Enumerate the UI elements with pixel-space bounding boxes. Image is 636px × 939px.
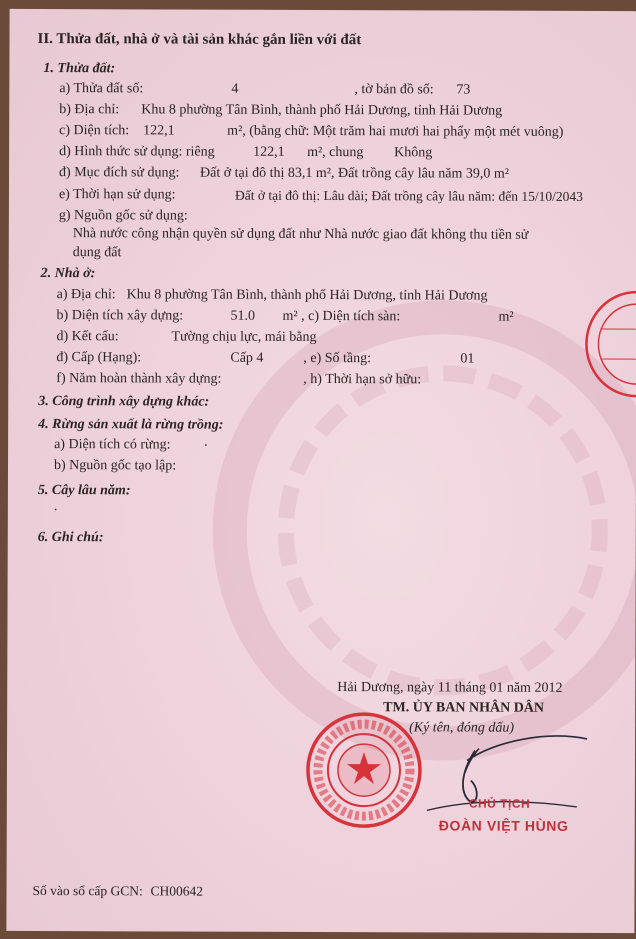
area-words: m², (bằng chữ: Một trăm hai mươi hai phẩy một mét vuông) bbox=[227, 123, 564, 140]
map-sheet: 73 bbox=[456, 82, 471, 98]
signer-name: ĐOÀN VIỆT HÙNG bbox=[438, 817, 569, 834]
built-area-label: b) Diện tích xây dựng: bbox=[56, 308, 184, 324]
signature-org: TM. ỦY BAN NHÂN DÂN bbox=[383, 700, 545, 716]
watermark-ring bbox=[277, 365, 608, 696]
purpose: Đất ở tại đô thị 83,1 m², Đất trồng cây lâu năm 39,0 m² bbox=[200, 165, 510, 182]
land-heading: 1. Thửa đất: bbox=[43, 61, 116, 77]
floor-area-unit: m² bbox=[498, 309, 514, 325]
registration-stamp bbox=[581, 289, 636, 399]
term: Đất ở tại đô thị: Lâu dài; Đất trồng cây lâu năm: đến 15/10/2043 bbox=[234, 187, 583, 204]
place-date: Hải Dương, ngày 11 tháng 01 năm 2012 bbox=[337, 680, 563, 696]
forest-heading: 4. Rừng sản xuất là rừng trồng: bbox=[38, 417, 224, 433]
grade: Cấp 4 bbox=[230, 350, 264, 366]
handwritten-signature bbox=[407, 720, 607, 834]
plot-no: 4 bbox=[231, 81, 239, 97]
certificate-page bbox=[6, 9, 636, 933]
term-label: e) Thời hạn sử dụng: bbox=[58, 187, 176, 203]
house-address-label: a) Địa chỉ: bbox=[56, 287, 116, 303]
official-seal bbox=[304, 710, 424, 830]
house-address: Khu 8 phường Tân Bình, thành phố Hải Dương, tỉnh Hải Dương bbox=[126, 287, 488, 304]
floors-label: , e) Số tầng: bbox=[303, 350, 372, 367]
perennial-value: . bbox=[53, 499, 58, 515]
origin-line1: Nhà nước công nhận quyền sử dụng đất như Nhà nước giao đất không thu tiền sử bbox=[72, 226, 529, 243]
map-sheet-label: , tờ bản đồ số: bbox=[354, 82, 434, 98]
other-works-heading: 3. Công trình xây dựng khác: bbox=[38, 394, 210, 410]
usage-shared-label: m², chung bbox=[307, 144, 364, 161]
usage-shared: Không bbox=[394, 145, 433, 161]
signature-instruction: (Ký tên, đóng dấu) bbox=[409, 720, 515, 736]
register-label: Số vào sổ cấp GCN: bbox=[32, 882, 143, 899]
origin-label: g) Nguồn gốc sử dụng: bbox=[58, 208, 188, 224]
address: Khu 8 phường Tân Bình, thành phố Hải Dương, tỉnh Hải Dương bbox=[141, 102, 503, 119]
ownership-term-label: , h) Thời hạn sở hữu: bbox=[303, 371, 422, 388]
perennial-heading: 5. Cây lâu năm: bbox=[37, 483, 131, 499]
structure: Tường chịu lực, mái bằng bbox=[171, 329, 317, 345]
purpose-label: đ) Mục đích sử dụng: bbox=[59, 165, 180, 181]
section-title: II. Thửa đất, nhà ở và tài sản khác gắn liền với đất bbox=[37, 31, 362, 49]
address-label: b) Địa chỉ: bbox=[59, 102, 120, 118]
signer-title: CHỦ TỊCH bbox=[468, 796, 531, 811]
forest-area-label: a) Diện tích có rừng: bbox=[54, 437, 171, 453]
forest-area-value: . bbox=[204, 434, 208, 450]
floor-area-label: m² , c) Diện tích sàn: bbox=[282, 308, 401, 325]
area: 122,1 bbox=[143, 123, 175, 139]
completion-label: f) Năm hoàn thành xây dựng: bbox=[56, 371, 222, 387]
plot-no-label: a) Thửa đất số: bbox=[59, 81, 144, 97]
usage-form-label: d) Hình thức sử dụng: riêng bbox=[59, 144, 215, 160]
structure-label: d) Kết cấu: bbox=[56, 329, 119, 345]
usage-private: 122,1 bbox=[253, 144, 285, 160]
notes-heading: 6. Ghi chú: bbox=[37, 530, 104, 546]
area-label: c) Diện tích: bbox=[59, 123, 130, 139]
register-no: CH00642 bbox=[150, 883, 204, 899]
floors: 01 bbox=[460, 351, 475, 367]
forest-origin-label: b) Nguồn gốc tạo lập: bbox=[53, 458, 177, 474]
grade-label: đ) Cấp (Hạng): bbox=[56, 350, 142, 366]
house-heading: 2. Nhà ở: bbox=[40, 266, 96, 282]
built-area: 51.0 bbox=[230, 308, 256, 324]
origin-line2: dụng đất bbox=[72, 245, 122, 261]
